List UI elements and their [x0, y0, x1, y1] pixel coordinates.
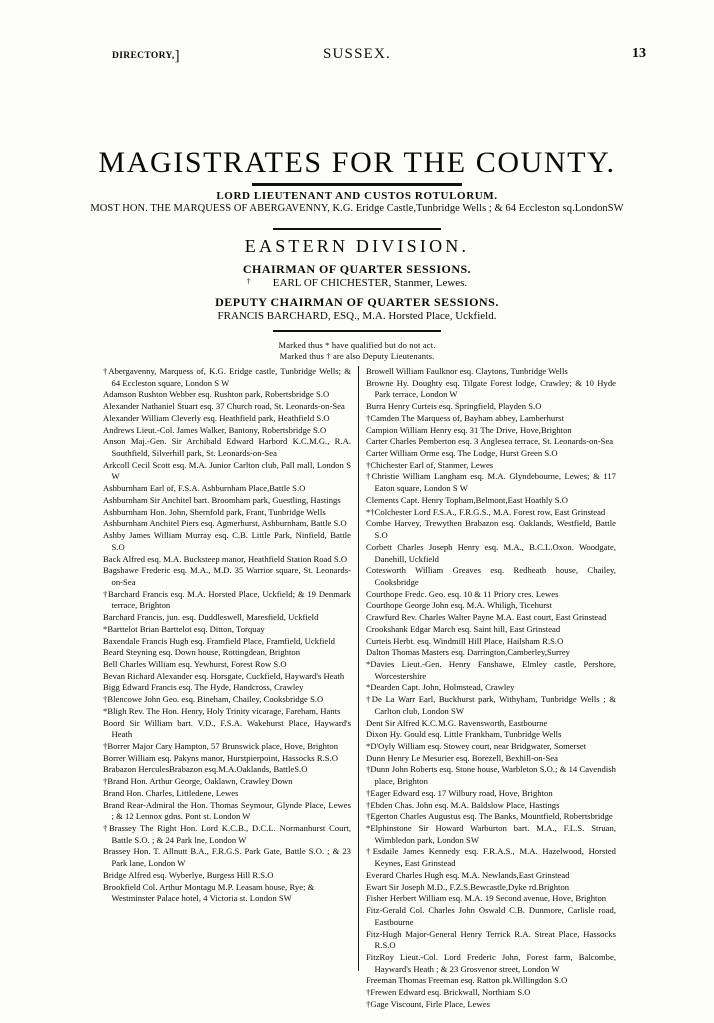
magistrate-entry: Borrer William esq. Pakyns manor, Hurstpierpoint, Hassocks R.S.O [103, 752, 338, 763]
magistrate-entry: *Bligh Rev. The Hon. Henry, Holy Trinity vicarage, Fareham, Hants [103, 705, 341, 716]
lord-lieutenant-heading: LORD LIEUTENANT AND CUSTOS ROTULORUM. [216, 190, 498, 202]
magistrate-entry: Bagshawe Frederic esq. M.A., M.D. 35 Warrior square, St. Leonards-on-Sea [103, 565, 351, 587]
magistrate-entry: †Barchard Francis esq. M.A. Horsted Place, Uckfield; & 19 Denmark terrace, Brighton [103, 588, 351, 611]
magistrate-entry: Browell William Faulknor esq. Claytons, Tunbridge Wells [366, 366, 568, 376]
magistrate-entry: †Brand Hon. Arthur George, Oaklawn, Crawley Down [103, 776, 293, 787]
divider-rule-third [273, 330, 441, 332]
magistrate-entry: Ashburnham Sir Anchitel bart. Broomham park, Guestling, Hastings [103, 494, 341, 505]
lord-lieutenant-holder: MOST HON. THE MARQUESS OF ABERGAVENNY, K.G. Eridge Castle,Tunbridge Wells ; & 64 Eccleston sq.LondonSW [90, 203, 624, 214]
magistrate-entry: Ashburnham Anchitel Piers esq. Agmerhurst, Ashburnham, Battle S.O [103, 518, 347, 529]
divider-rule-top [252, 183, 462, 186]
magistrate-entry: Beard Steyning esq. Down house, Rottingdean, Brighton [103, 647, 301, 658]
running-head [0, 48, 714, 68]
magistrate-entry: Burra Henry Curteis esq. Springfield, Playden S.O [366, 401, 542, 412]
magistrate-entry: Arkcoll Cecil Scott esq. M.A. Junior Carlton club, Pall mall, London S W [103, 459, 351, 482]
magistrate-entry: Cotesworth William Greaves esq. Redheath house, Chailey, Cooksbridge [366, 565, 616, 587]
chairman-mark: † [246, 277, 251, 286]
magistrate-entry: †Egerton Charles Augustus esq. The Banks, Mountfield, Robertsbridge [366, 811, 613, 822]
note-deputy-lieutenants: Marked thus † are also Deputy Lieutenants. [279, 351, 435, 361]
magistrate-entry: Brand Hon. Charles, Littledene, Lewes [103, 787, 239, 798]
magistrate-entry: Baxendale Francis Hugh esq. Framfield Place, Framfield, Uckfield [103, 635, 335, 646]
running-head-bracket: ] [174, 48, 180, 64]
page-number: 13 [632, 46, 646, 61]
magistrate-entry: Dixon Hy. Gould esq. Little Frankham, Tunbridge Wells [366, 729, 562, 740]
magistrate-entry: †De La Warr Earl, Buckhurst park, Withyham, Tunbridge Wells ; & Carlton club, London SW [366, 694, 616, 716]
running-head-county: SUSSEX. [322, 46, 391, 62]
division-heading: EASTERN DIVISION. [244, 236, 470, 256]
magistrate-entry: Fitz-Gerald Col. Charles John Oswald C.B. Dunmore, Carlisle road, Eastbourne [366, 905, 616, 927]
magistrate-entry: Crawfurd Rev. Charles Walter Payne M.A. East court, East Grinstead [366, 612, 607, 623]
magistrate-entry: Everard Charles Hugh esq. M.A. Newlands,East Grinstead [366, 869, 570, 880]
magistrate-entry: Corbett Charles Joseph Henry esq. M.A., B.C.L.Oxon. Woodgate, Danehill, Uckfield [366, 541, 616, 564]
magistrate-entry: *D'Oyly William esq. Stowey court, near Bridgwater, Somerset [366, 741, 587, 751]
magistrate-entry: Crookshank Edgar March esq. Saint hill, East Grinstead [366, 623, 561, 634]
magistrate-entry: †Camden The Marquess of, Bayham abbey, Lamberhurst [366, 412, 564, 423]
magistrate-entry: Ashby James William Murray esq. C.B. Little Park, Ninfield, Battle S.O [103, 530, 351, 552]
magistrate-entry: Brand Rear-Admiral the Hon. Thomas Seymour, Glynde Place, Lewes ; & 12 Lennox gdns. Pont st. London W [103, 799, 351, 822]
magistrate-entry: Courthope Fredc. Geo. esq. 10 & 11 Priory cres. Lewes [366, 588, 559, 599]
magistrate-entry: Brabazon HerculesBrabazon esq.M.A.Oaklands, BattleS.O [103, 764, 308, 775]
magistrate-entry: Back Alfred esq. M.A. Bucksteep manor, Heathfield Station Road S.O [103, 553, 348, 564]
chairman-name-text: EARL OF CHICHESTER, Stanmer, Lewes. [272, 277, 468, 289]
note-qualified: Marked thus * have qualified but do not act. [278, 340, 436, 350]
magistrate-entry: Dalton Thomas Masters esq. Darrington,Camberley,Surrey [366, 647, 571, 658]
magistrate-entry: Courthope George John esq. M.A. Whiligh, Ticehurst [366, 600, 552, 611]
magistrate-entry: Ashburnham Hon. John, Shernfold park, Frant, Tunbridge Wells [103, 506, 326, 517]
column-right [366, 366, 616, 1011]
magistrate-entry: Ashburnham Earl of, F.S.A. Ashburnham Place,Battle S.O [103, 483, 306, 494]
magistrate-entry: Alexander William Cleverly esq. Heathfield park, Heathfield S.O [103, 412, 330, 423]
magistrate-entry: Adamson Rushton Webber esq. Rushton park, Robertsbridge S.O [103, 389, 330, 400]
deputy-chairman-heading: DEPUTY CHAIRMAN OF QUARTER SESSIONS. [215, 295, 499, 309]
column-divider-rule [358, 366, 359, 971]
magistrate-entry: Campion William Henry esq. 31 The Drive, Hove,Brighton [366, 424, 572, 435]
magistrate-entry: Boord Sir William bart. V.D., F.S.A. Wakehurst Place, Hayward's Heath [103, 717, 351, 740]
magistrate-entry: Carter William Orme esq. The Lodge, Hurst Green S.O [366, 448, 558, 459]
magistrate-entry: Bigg Edward Francis esq. The Hyde, Handcross, Crawley [103, 682, 304, 693]
magistrate-entry: Carter Charles Pemberton esq. 3 Anglesea terrace, St. Leonards-on-Sea [366, 436, 614, 447]
magistrate-entry: †Brassey The Right Hon. Lord K.C.B., D.C.L. Normanhurst Court, Battle S.O. ; & 24 Park lne, London W [103, 823, 351, 845]
magistrate-entry: †Frewen Edward esq. Brickwall, Northiam S.O [366, 987, 531, 998]
magistrate-entry: Bevan Richard Alexander esq. Horsgate, Cuckfield, Hayward's Heath [103, 670, 345, 681]
running-head-left-label: DIRECTORY, [112, 51, 175, 61]
column-left [103, 366, 351, 905]
magistrate-entry: Ewart Sir Joseph M.D., F.Z.S.Bewcastle,Dyke rd.Brighton [366, 881, 570, 892]
magistrate-entry: *Barttelot Brian Barttelot esq. Ditton, Torquay [103, 623, 265, 634]
magistrate-entry: †Gage Viscount, Firle Place, Lewes [366, 998, 490, 1009]
magistrate-entry: Freeman Thomas Freeman esq. Ratton pk.Willingdon S.O [366, 975, 568, 986]
magistrate-entry: *†Colchester Lord F.S.A., F.R.G.S., M.A. Forest row, East Grinstead [366, 506, 606, 517]
magistrate-entry: Dunn Henry Le Mesurier esq. Borezell, Bexhill-on-Sea [366, 752, 558, 763]
magistrate-entry: †Esdaile James Kennedy esq. F.R.A.S., M.A. Hazelwood, Horsted Keynes, East Grinstead [366, 846, 616, 869]
magistrate-entry: Fisher Herbert William esq. M.A. 19 Second avenue, Hove, Brighton [366, 893, 607, 904]
chairman-name [0, 277, 714, 289]
magistrate-entry: Curteis Herbt. esq. Windmill Hill Place, Hailsham R.S.O [366, 635, 564, 646]
magistrate-entry: Fitz-Hugh Major-General Henry Terrick R.A. Streat Place, Hassocks R.S.O [366, 928, 616, 951]
magistrate-entry: Clements Capt. Henry Topham,Belmont,East Hoathly S.O [366, 494, 569, 505]
magistrate-entry: *Elphinstone Sir Howard Warburton bart. M.A., F.L.S. Struan, Wimbledon park, London SW [366, 823, 616, 845]
magistrate-entry: †Borrer Major Cary Hampton, 57 Brunswick place, Hove, Brighton [103, 741, 339, 751]
magistrate-entry: Andrews Lieut.-Col. James Walker, Bantony, Robertsbridge S.O [103, 424, 327, 435]
magistrate-entry: FitzRoy Lieut.-Col. Lord Frederic John, Forest farm, Balcombe, Hayward's Heath ; & 23 Grosvenor street, London W [366, 951, 616, 974]
divider-rule-second [273, 228, 441, 230]
magistrate-entry: Combe Harvey, Trewythen Brabazon esq. Oaklands, Westfield, Battle S.O [366, 518, 616, 541]
magistrate-entry: Bell Charles William esq. Yewhurst, Forest Row S.O [103, 658, 287, 669]
magistrate-entry: Anson Maj.-Gen. Sir Archibald Edward Harbord K.C.M.G., R.A. Southfield, Silverhill park, St. Leonards-on-Sea [103, 436, 351, 459]
magistrate-entry: †Ebden Chas. John esq. M.A. Baldslow Place, Hastings [366, 799, 560, 810]
magistrate-entry: Brassey Hon. T. Allnutt B.A., F.R.G.S. Park Gate, Battle S.O. ; & 23 Park lane, London W [103, 846, 351, 869]
magistrate-entry: Bridge Alfred esq. Wyberlye, Burgess Hill R.S.O [103, 869, 274, 880]
deputy-chairman-name: FRANCIS BARCHARD, ESQ., M.A. Horsted Place, Uckfield. [217, 310, 497, 322]
page-title: MAGISTRATES FOR THE COUNTY. [98, 146, 616, 180]
chairman-heading: CHAIRMAN OF QUARTER SESSIONS. [242, 262, 472, 276]
magistrate-entry: †Dunn John Roberts esq. Stone house, Warbleton S.O.; & 14 Cavendish place, Brighton [366, 764, 616, 787]
magistrate-entry: †Eager Edward esq. 17 Wilbury road, Hove, Brighton [366, 787, 553, 798]
magistrate-entry: *Davies Lieut.-Gen. Henry Fanshawe, Elmley castle, Pershore, Worcestershire [366, 658, 616, 681]
magistrate-entry: Alexander Nathaniel Stuart esq. 37 Church road, St. Leonards-on-Sea [103, 401, 345, 412]
magistrate-entry: †Blencowe John Geo. esq. Bineham, Chailey, Cooksbridge S.O [103, 694, 324, 705]
magistrate-entry: Barchard Francis, jun. esq. Duddleswell, Maresfield, Uckfield [103, 612, 319, 623]
magistrate-entry: †Christie William Langham esq. M.A. Glyndebourne, Lewes; & 117 Eaton square, London S W [366, 471, 616, 494]
magistrate-entry: †Abergavenny, Marquess of, K.G. Eridge castle, Tunbridge Wells; & 64 Eccleston square, London S W [103, 366, 351, 388]
magistrate-entry: *Dearden Capt. John, Holmstead, Crawley [366, 682, 515, 693]
magistrate-entry: Dent Sir Alfred K.C.M.G. Ravensworth, Eastbourne [366, 717, 548, 728]
magistrate-entry: †Chichester Earl of, Stanmer, Lewes [366, 459, 494, 470]
magistrate-entry: Brookfield Col. Arthur Montagu M.P. Leasam house, Rye; & Westminster Palace hotel, 4 Victoria st. London SW [103, 881, 315, 904]
magistrate-entry: Browne Hy. Doughty esq. Tilgate Forest lodge, Crawley; & 10 Hyde Park terrace, London W [366, 377, 616, 400]
